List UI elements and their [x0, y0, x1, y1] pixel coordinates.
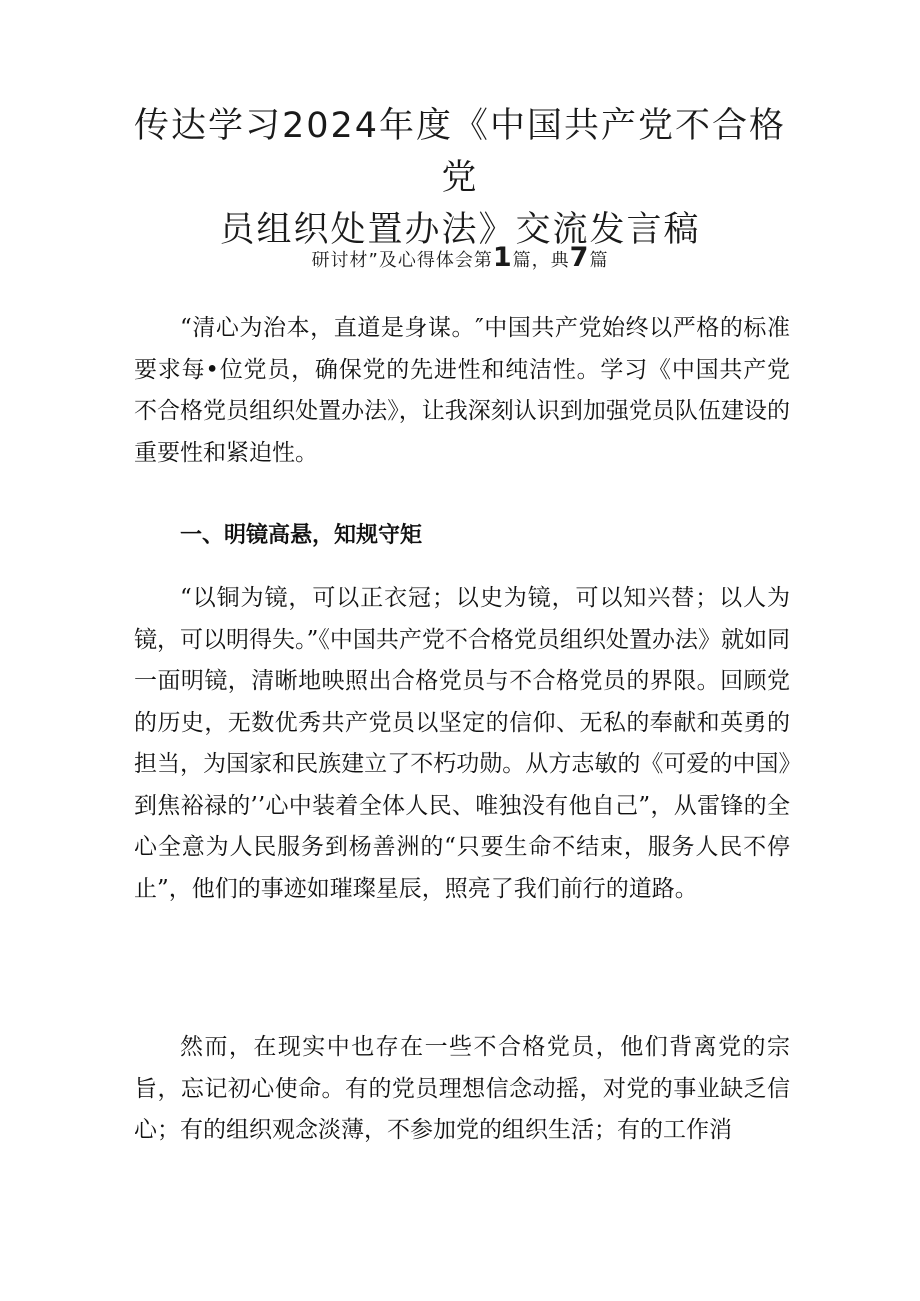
paragraph-mirror: “以铜为镜，可以正衣冠；以史为镜，可以知兴替；以人为镜，可以明得失。”《中国共产党不合格党员组织处置办法》就如同一面明镜，清晰地映照出合格党员与不合格党员的界限。回顾党的历史，无数优秀共产党员以坚定的信仰、无私的奉献和英勇的担当，为国家和民族建立了不朽功勋。从方志敏的《可爱的中国》到焦裕禄的’’心中装着全体人民、唯独没有他自己”，从雷锋的全心全意为人民服务到杨善洲的“只要生命不结束，服务人民不停止”，他们的事迹如璀璨星辰，照亮了我们前行的道路。	[134, 585, 790, 902]
subtitle-number-1: 1	[492, 242, 513, 273]
subtitle-part-1: 研讨材”及心得体会第	[311, 250, 493, 271]
subtitle-part-3: 篇	[589, 250, 609, 271]
paragraph-however: 然而，在现实中也存在一些不合格党员，他们背离党的宗旨，忘记初心使命。有的党员理想信念动摇，对党的事业缺乏信心；有的组织观念淡薄，不参加党的组织生活；有的工作消	[134, 1034, 790, 1143]
document-title	[120, 100, 800, 256]
section-heading: 一、明镜高悬，知规守矩	[180, 523, 423, 548]
title-line-1: 传达学习2024年度《中国共产党不合格党	[133, 106, 787, 198]
subtitle-part-2: 篇，典	[512, 250, 570, 271]
paragraph-intro: “清心为治本，直道是身谋。″中国共产党始终以严格的标准要求每•位党员，确保党的先进性和纯洁性。学习《中国共产党不合格党员组织处置办法》，让我深刻认识到加强党员队伍建设的重要性和紧迫性。	[134, 315, 790, 466]
subtitle-number-2: 7	[569, 242, 590, 273]
title-line-2: 员组织处置办法》交流发言稿	[219, 210, 701, 250]
document-subtitle	[120, 243, 800, 276]
